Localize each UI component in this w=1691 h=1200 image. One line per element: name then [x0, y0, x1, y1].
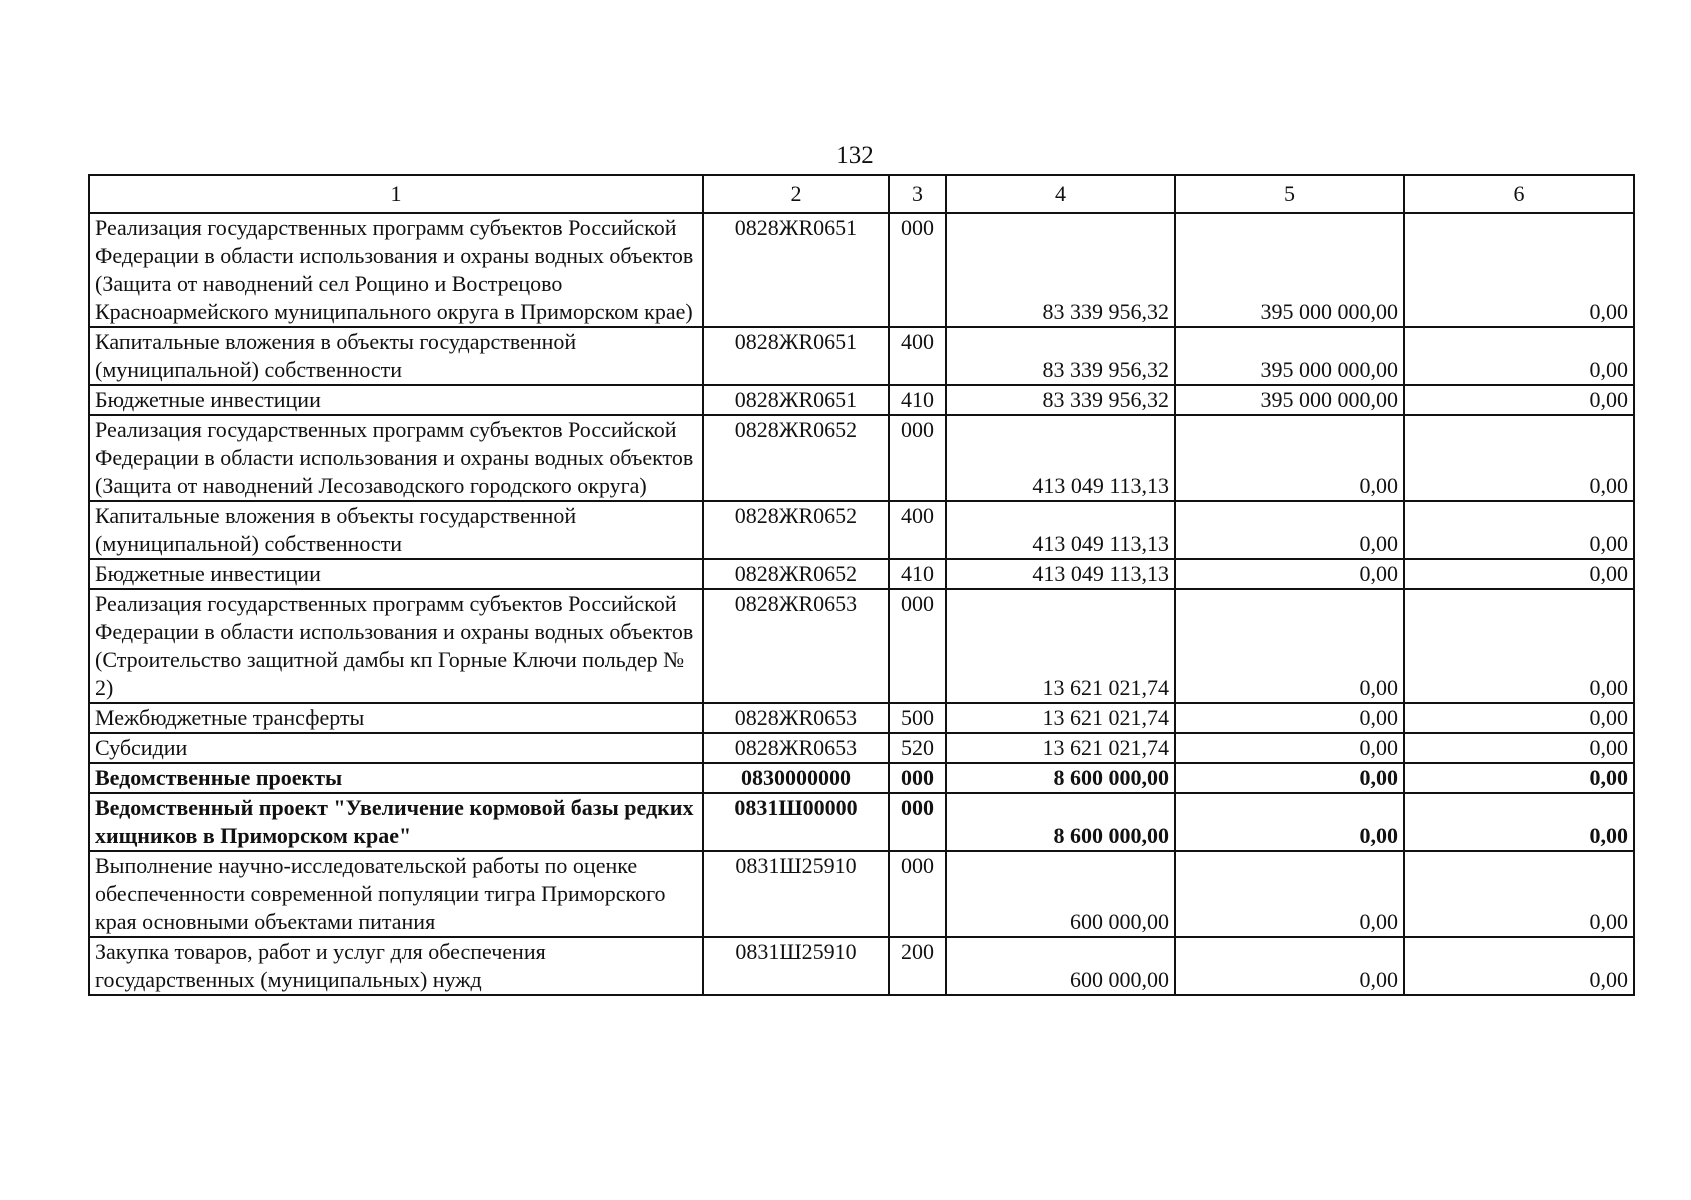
row-value-col5-cell: 395 000 000,00 — [1175, 385, 1404, 415]
table-row — [89, 559, 1634, 589]
row-code-cell: 0828ЖR0652 — [703, 501, 889, 559]
table-row — [89, 589, 1634, 703]
row-name-cell: Ведомственный проект "Увеличение кормовой базы редких хищников в Приморском крае" — [89, 793, 703, 851]
table-row — [89, 385, 1634, 415]
row-code-cell: 0830000000 — [703, 763, 889, 793]
row-name-cell: Ведомственные проекты — [89, 763, 703, 793]
row-value-col4-cell: 13 621 021,74 — [946, 589, 1175, 703]
row-type-cell: 000 — [889, 213, 946, 327]
table-header-row — [89, 175, 1634, 213]
row-value-col4-cell: 600 000,00 — [946, 937, 1175, 995]
row-type-cell: 200 — [889, 937, 946, 995]
page-number: 132 — [836, 142, 874, 169]
table-row — [89, 327, 1634, 385]
row-code-cell: 0828ЖR0652 — [703, 559, 889, 589]
row-value-col5-cell: 0,00 — [1175, 937, 1404, 995]
row-code-cell: 0831Ш25910 — [703, 937, 889, 995]
row-value-col6-cell: 0,00 — [1404, 501, 1634, 559]
row-value-col4-cell: 413 049 113,13 — [946, 559, 1175, 589]
row-type-cell: 410 — [889, 559, 946, 589]
row-name-cell: Реализация государственных программ субъектов Российской Федерации в области использования и охраны водных объектов (Защита от наводнений Лесозаводского городского округа) — [89, 415, 703, 501]
row-type-cell: 400 — [889, 327, 946, 385]
row-code-cell: 0831Ш00000 — [703, 793, 889, 851]
row-value-col6-cell: 0,00 — [1404, 937, 1634, 995]
row-code-cell: 0828ЖR0651 — [703, 213, 889, 327]
budget-table — [88, 174, 1635, 996]
row-value-col6-cell: 0,00 — [1404, 793, 1634, 851]
table-row — [89, 703, 1634, 733]
row-name-cell: Выполнение научно-исследовательской работы по оценке обеспеченности современной популяции тигра Приморского края основными объектами питания — [89, 851, 703, 937]
row-value-col6-cell: 0,00 — [1404, 851, 1634, 937]
row-value-col5-cell: 0,00 — [1175, 763, 1404, 793]
row-name-cell: Реализация государственных программ субъектов Российской Федерации в области использования и охраны водных объектов (Защита от наводнений сел Рощино и Вострецово Красноармейского муниципального округа в Приморском крае) — [89, 213, 703, 327]
table-row — [89, 501, 1634, 559]
row-value-col6-cell: 0,00 — [1404, 327, 1634, 385]
row-type-cell: 000 — [889, 589, 946, 703]
row-value-col5-cell: 0,00 — [1175, 589, 1404, 703]
row-name-cell: Межбюджетные трансферты — [89, 703, 703, 733]
row-code-cell: 0828ЖR0653 — [703, 703, 889, 733]
row-value-col5-cell: 395 000 000,00 — [1175, 213, 1404, 327]
row-value-col4-cell: 413 049 113,13 — [946, 501, 1175, 559]
row-name-cell: Капитальные вложения в объекты государственной (муниципальной) собственности — [89, 327, 703, 385]
table-body — [89, 213, 1634, 995]
row-value-col4-cell: 83 339 956,32 — [946, 385, 1175, 415]
row-type-cell: 000 — [889, 851, 946, 937]
row-code-cell: 0828ЖR0653 — [703, 733, 889, 763]
column-header: 2 — [703, 175, 889, 213]
row-type-cell: 500 — [889, 703, 946, 733]
row-value-col4-cell: 413 049 113,13 — [946, 415, 1175, 501]
row-value-col5-cell: 0,00 — [1175, 415, 1404, 501]
row-value-col4-cell: 83 339 956,32 — [946, 327, 1175, 385]
table-row — [89, 213, 1634, 327]
row-value-col6-cell: 0,00 — [1404, 703, 1634, 733]
row-code-cell: 0828ЖR0653 — [703, 589, 889, 703]
row-code-cell: 0828ЖR0651 — [703, 327, 889, 385]
row-value-col6-cell: 0,00 — [1404, 385, 1634, 415]
row-value-col5-cell: 0,00 — [1175, 501, 1404, 559]
column-header: 6 — [1404, 175, 1634, 213]
row-value-col6-cell: 0,00 — [1404, 733, 1634, 763]
row-value-col5-cell: 395 000 000,00 — [1175, 327, 1404, 385]
row-value-col5-cell: 0,00 — [1175, 793, 1404, 851]
row-value-col4-cell: 13 621 021,74 — [946, 703, 1175, 733]
row-type-cell: 000 — [889, 415, 946, 501]
row-type-cell: 000 — [889, 763, 946, 793]
table-row — [89, 793, 1634, 851]
row-type-cell: 410 — [889, 385, 946, 415]
table-row — [89, 733, 1634, 763]
table-row — [89, 851, 1634, 937]
row-value-col6-cell: 0,00 — [1404, 589, 1634, 703]
table-row — [89, 415, 1634, 501]
row-name-cell: Субсидии — [89, 733, 703, 763]
row-value-col5-cell: 0,00 — [1175, 559, 1404, 589]
row-value-col4-cell: 8 600 000,00 — [946, 763, 1175, 793]
table-row — [89, 937, 1634, 995]
row-value-col6-cell: 0,00 — [1404, 559, 1634, 589]
row-value-col6-cell: 0,00 — [1404, 415, 1634, 501]
row-value-col4-cell: 8 600 000,00 — [946, 793, 1175, 851]
row-type-cell: 000 — [889, 793, 946, 851]
row-code-cell: 0828ЖR0652 — [703, 415, 889, 501]
row-code-cell: 0831Ш25910 — [703, 851, 889, 937]
row-value-col5-cell: 0,00 — [1175, 851, 1404, 937]
row-value-col6-cell: 0,00 — [1404, 213, 1634, 327]
column-header: 3 — [889, 175, 946, 213]
row-value-col5-cell: 0,00 — [1175, 703, 1404, 733]
row-value-col4-cell: 13 621 021,74 — [946, 733, 1175, 763]
row-name-cell: Капитальные вложения в объекты государственной (муниципальной) собственности — [89, 501, 703, 559]
column-header: 5 — [1175, 175, 1404, 213]
row-name-cell: Закупка товаров, работ и услуг для обеспечения государственных (муниципальных) нужд — [89, 937, 703, 995]
row-value-col4-cell: 83 339 956,32 — [946, 213, 1175, 327]
row-value-col4-cell: 600 000,00 — [946, 851, 1175, 937]
row-name-cell: Реализация государственных программ субъектов Российской Федерации в области использования и охраны водных объектов (Строительство защитной дамбы кп Горные Ключи польдер № 2) — [89, 589, 703, 703]
column-header: 4 — [946, 175, 1175, 213]
row-name-cell: Бюджетные инвестиции — [89, 559, 703, 589]
row-type-cell: 400 — [889, 501, 946, 559]
row-type-cell: 520 — [889, 733, 946, 763]
row-code-cell: 0828ЖR0651 — [703, 385, 889, 415]
row-value-col5-cell: 0,00 — [1175, 733, 1404, 763]
column-header: 1 — [89, 175, 703, 213]
row-value-col6-cell: 0,00 — [1404, 763, 1634, 793]
row-name-cell: Бюджетные инвестиции — [89, 385, 703, 415]
table-row — [89, 763, 1634, 793]
